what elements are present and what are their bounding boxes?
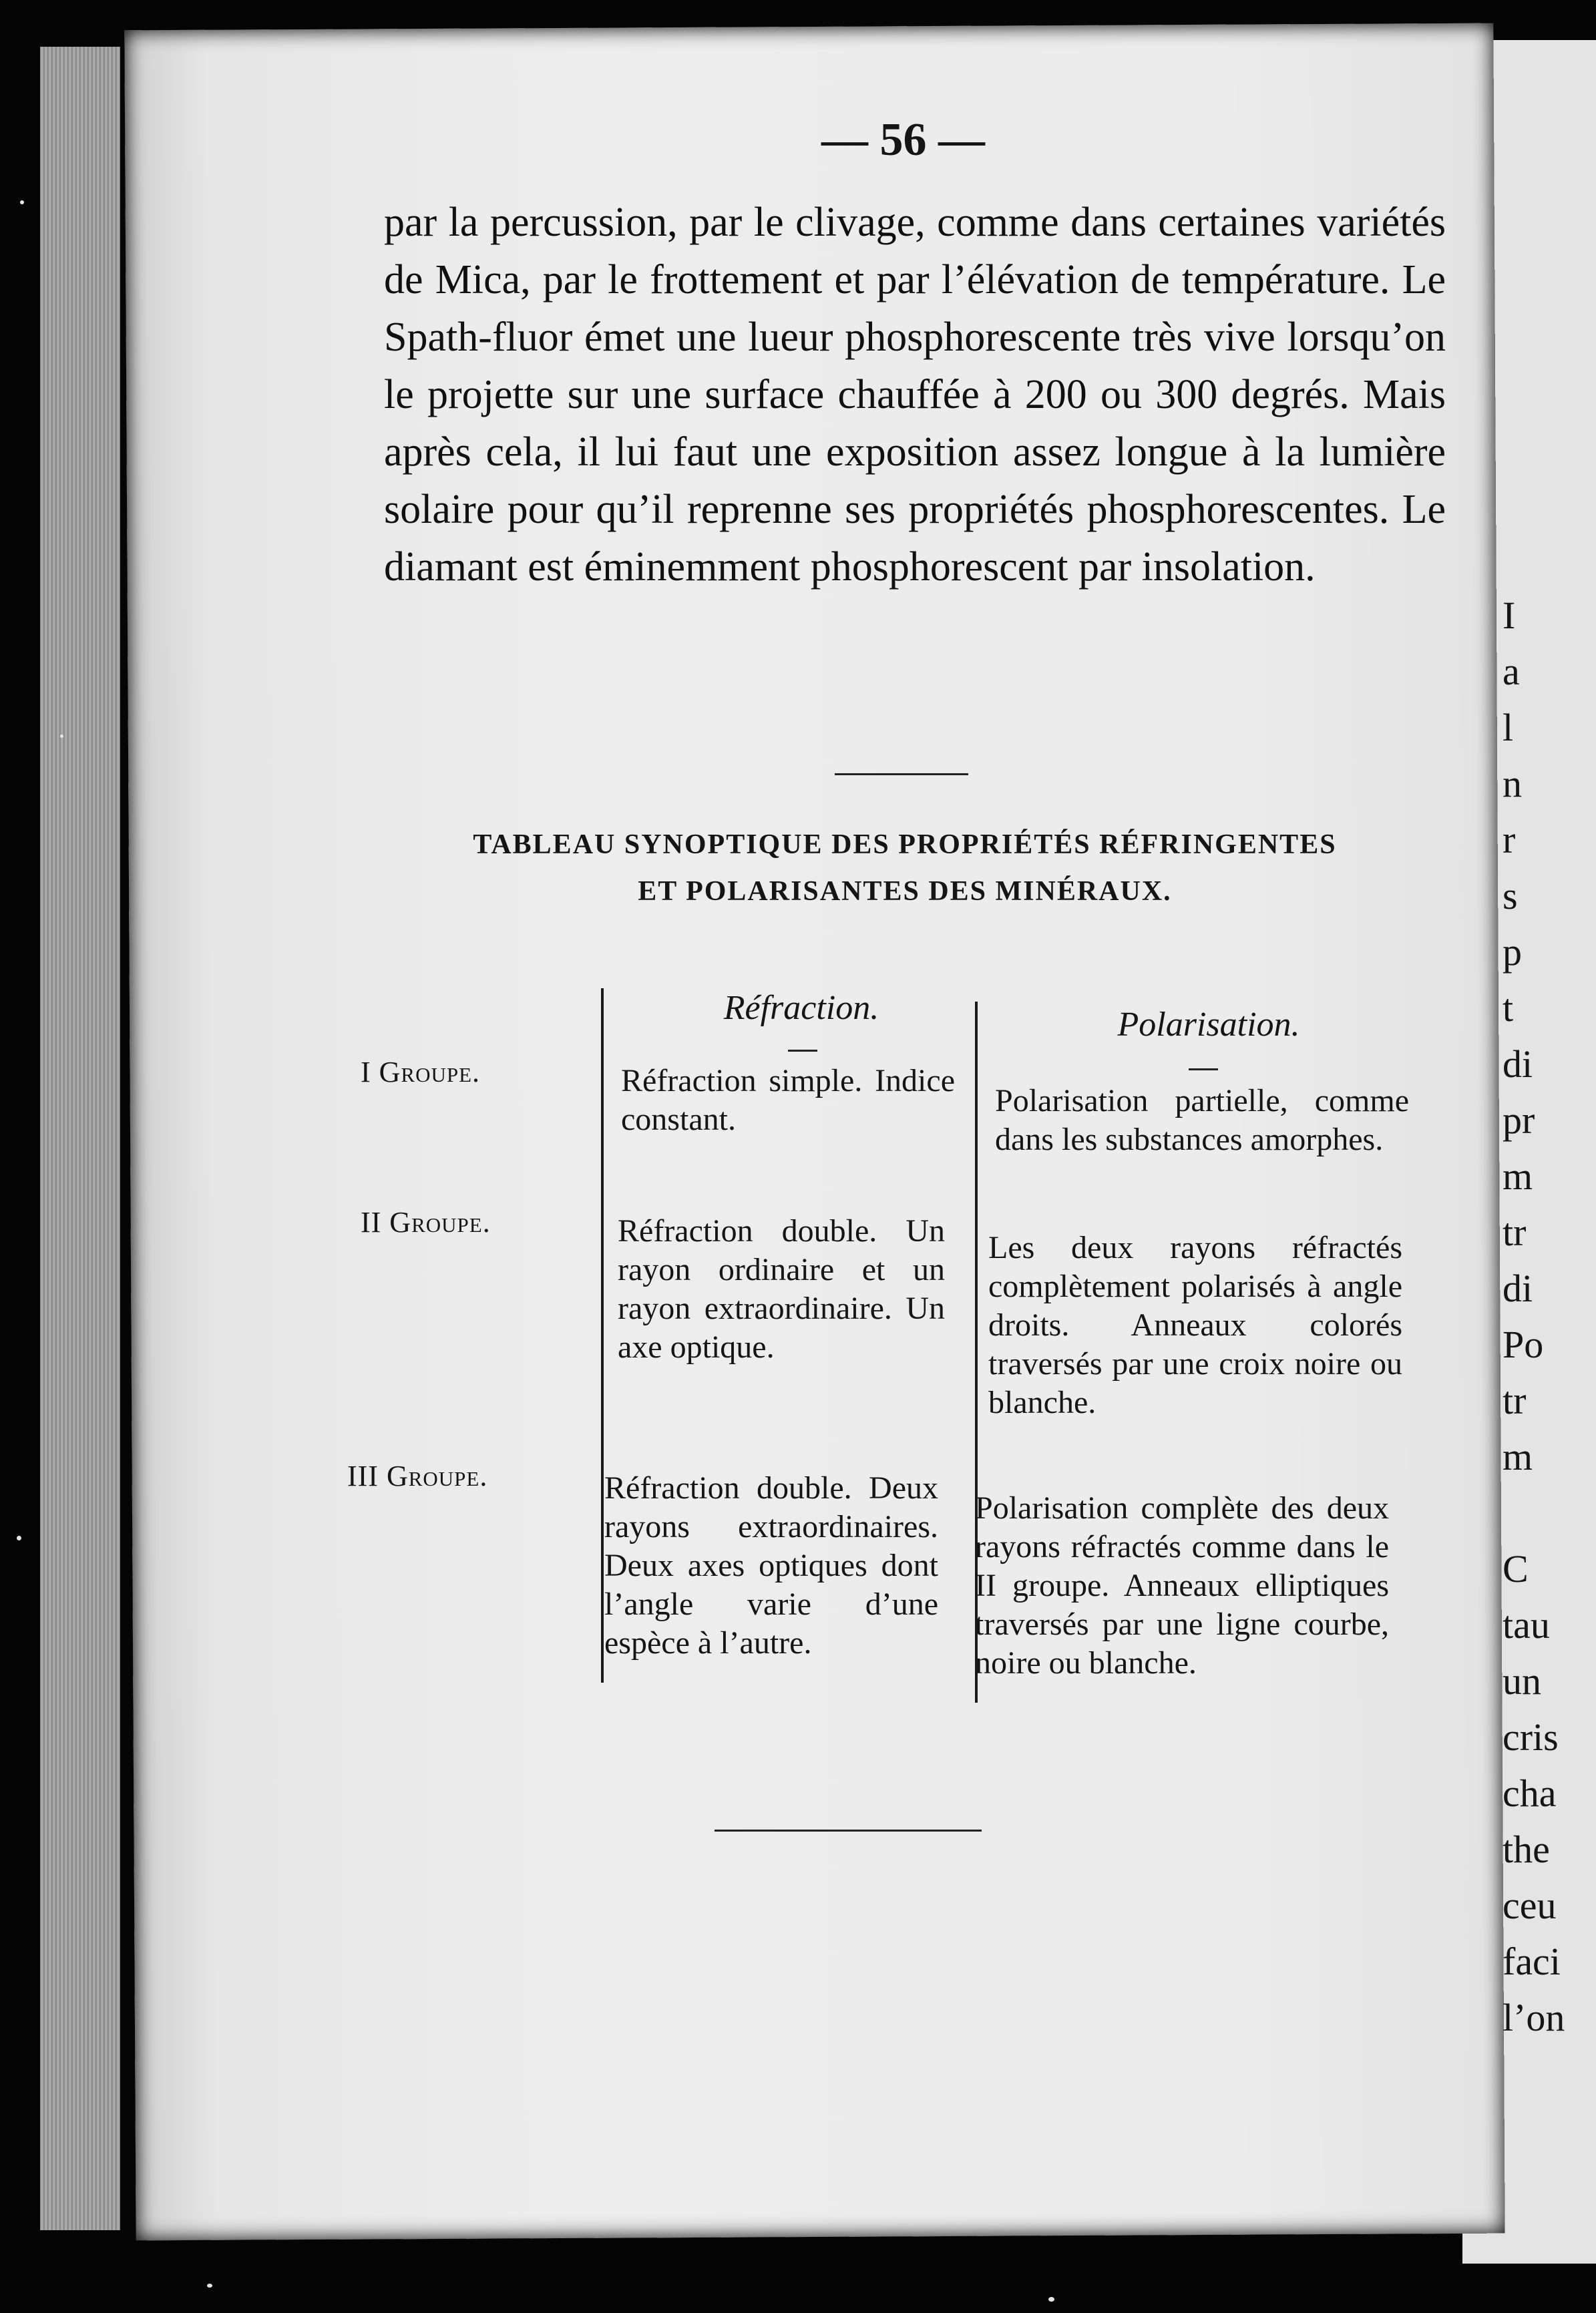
- film-speck: [20, 200, 24, 204]
- group-label-2: II Groupe.: [361, 1206, 491, 1239]
- facing-line: C: [1503, 1547, 1529, 1591]
- facing-line: I: [1503, 594, 1516, 637]
- facing-line: ceu: [1503, 1884, 1557, 1927]
- facing-line: r: [1503, 818, 1516, 861]
- header-polarisation: Polarisation.: [1117, 1006, 1300, 1044]
- film-speck: [1048, 2297, 1054, 2302]
- facing-line: the: [1503, 1828, 1550, 1871]
- facing-line: m: [1503, 1154, 1533, 1198]
- header-refraction: Réfraction.: [723, 989, 879, 1027]
- facing-line: [1503, 1485, 1552, 1541]
- refraction-cell-3: Réfraction double. Deux rayons extraordinaires. Deux axes optiques dont l’angle varie d’une espèce à l’autre.: [604, 1470, 938, 1661]
- facing-line: s: [1503, 874, 1518, 917]
- header-polarisation-dash: [1189, 1068, 1218, 1070]
- facing-line: tau: [1503, 1603, 1550, 1647]
- polarisation-cell-1: Polarisation partielle, comme dans les substances amorphes.: [995, 1083, 1409, 1157]
- polarisation-cell-2: Les deux rayons réfractés complètement polarisés à angle droits. Anneaux colorés traversés par une croix noire ou blanche.: [988, 1230, 1402, 1420]
- facing-line: t: [1503, 986, 1514, 1030]
- facing-page-text: [1503, 588, 1565, 2046]
- facing-line: pr: [1503, 1098, 1535, 1142]
- group-label-3: III Groupe.: [347, 1460, 488, 1492]
- film-speck: [17, 1536, 21, 1540]
- refraction-cell-1: Réfraction simple. Indice constant.: [621, 1063, 955, 1137]
- body-paragraph: par la percussion, par le clivage, comme dans certaines variétés de Mica, par le frottement et par l’élévation de température. Le Spath-fluor émet une lueur phosphorescente très vive lorsqu’on le projette sur une surface chauffée à 200 ou 300 degrés. Mais après cela, il lui faut une exposition assez longue à la lumière solaire pour qu’il reprenne ses propriétés phosphorescentes. Le diamant est éminemment phosphorescent par insolation.: [384, 200, 1446, 590]
- facing-line: n: [1503, 762, 1522, 805]
- facing-line: m: [1503, 1435, 1533, 1478]
- film-speck: [207, 2284, 212, 2288]
- refraction-cell-2: Réfraction double. Un rayon ordinaire et un rayon extraordinaire. Un axe optique.: [618, 1213, 945, 1365]
- facing-line: di: [1503, 1267, 1533, 1310]
- facing-line: l’on: [1503, 1996, 1565, 2039]
- facing-line: tr: [1503, 1211, 1527, 1254]
- group-label-1: I Groupe.: [361, 1056, 481, 1088]
- section-divider: [835, 773, 968, 775]
- page-number: — 56 —: [821, 114, 985, 166]
- facing-line: p: [1503, 930, 1522, 974]
- facing-line: un: [1503, 1659, 1541, 1703]
- facing-line: a: [1503, 650, 1520, 693]
- facing-line: cris: [1503, 1715, 1559, 1759]
- header-refraction-dash: [788, 1050, 817, 1052]
- facing-line: faci: [1503, 1940, 1561, 1983]
- table-title-line-1: TABLEAU SYNOPTIQUE DES PROPRIÉTÉS RÉFRINGENTES: [473, 829, 1337, 860]
- facing-line: cha: [1503, 1771, 1557, 1815]
- facing-line: Po: [1503, 1323, 1544, 1366]
- book-fore-edge: [40, 47, 120, 2230]
- facing-line: tr: [1503, 1379, 1527, 1422]
- facing-line: di: [1503, 1042, 1533, 1086]
- facing-line: l: [1503, 706, 1514, 749]
- polarisation-cell-3: Polarisation complète des deux rayons réfractés comme dans le II groupe. Anneaux elliptiques traversés par une ligne courbe, noire ou blanche.: [975, 1490, 1389, 1681]
- column-separator-left: [601, 988, 604, 1683]
- table-end-rule: [715, 1830, 982, 1832]
- table-title-line-2: ET POLARISANTES DES MINÉRAUX.: [638, 876, 1172, 907]
- film-speck: [60, 734, 63, 738]
- table-title: [371, 821, 1439, 915]
